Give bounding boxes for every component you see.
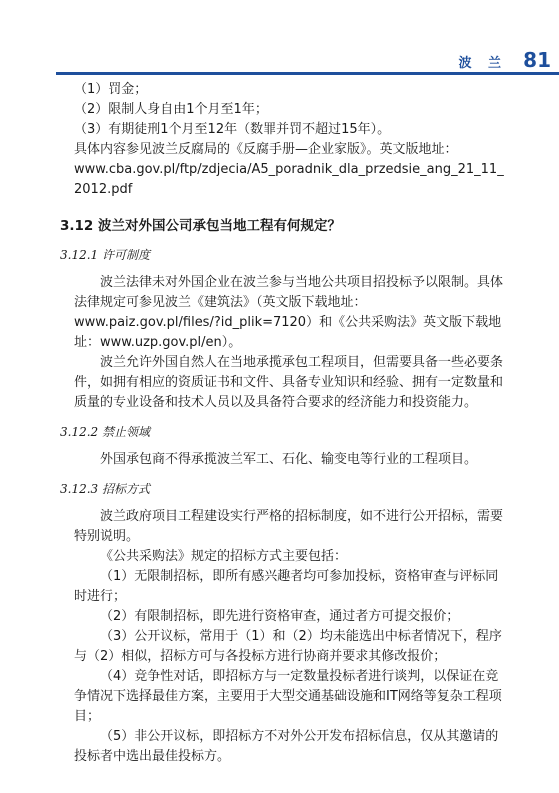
page-body: [60, 80, 504, 767]
paragraph: 外国承包商不得承揽波兰军工、石化、输变电等行业的工程项目。: [100, 452, 478, 467]
tender-method-item: （3）公开议标，常用于（1）和（2）均未能选出中标者情况下，程序与（2）相似，招标方可与各投标方进行协商并要求其修改报价；: [74, 629, 502, 664]
tender-method-item: （4）竞争性对话，即招标方与一定数量投标者进行谈判，以保证在竞争情况下选择最佳方案，主要用于大型交通基础设施和IT网络等复杂工程项目；: [74, 669, 502, 724]
paragraph: 波兰政府项目工程建设实行严格的招标制度，如不进行公开招标，需要特别说明。: [74, 509, 504, 544]
subsection-heading: 3.12.3 招标方式: [60, 482, 150, 496]
penalty-item: （2）限制人身自由1个月至1年；: [74, 102, 268, 117]
tender-method-item: （5）非公开议标，即招标方不对外公开发布招标信息，仅从其邀请的投标者中选出最佳投标方。: [74, 729, 499, 764]
penalty-item: （3）有期徒刑1个月至12年（数罪并罚不超过15年）。: [74, 122, 391, 137]
header-rule: [56, 72, 559, 75]
page-header: [56, 40, 559, 76]
paragraph: 《公共采购法》规定的招标方式主要包括：: [100, 549, 348, 564]
subsection-heading: 3.12.2 禁止领域: [60, 425, 150, 439]
tender-method-item: （1）无限制招标，即所有感兴趣者均可参加投标，资格审查与评标同时进行；: [74, 569, 499, 604]
paragraph: 波兰允许外国自然人在当地承揽承包工程项目，但需要具备一些必要条件，如拥有相应的资质证书和文件、具备专业知识和经验、拥有一定数量和质量的专业设备和技术人员以及具备符合要求的经济能力和投资能力。: [74, 355, 504, 410]
reference-url: www.cba.gov.pl/ftp/zdjecia/A5_poradnik_dla_przedsie_ang_21_11_2012.pdf: [74, 162, 504, 197]
tender-method-item: （2）有限制招标，即先进行资格审查，通过者方可提交报价；: [100, 609, 460, 624]
subsection-heading: 3.12.1 许可制度: [60, 248, 150, 262]
paragraph: 波兰法律未对外国企业在波兰参与当地公共项目招投标予以限制。具体法律规定可参见波兰《建筑法》（英文版下载地址：www.paiz.gov.pl/files/?id_plik=7120）和《公共采购法》英文版下载地址：www.uzp.gov.pl/en）。: [74, 275, 504, 350]
page-number: 81: [523, 48, 551, 72]
penalty-item: （1）罚金；: [74, 82, 148, 97]
reference-text: 具体内容参见波兰反腐局的《反腐手册—企业家版》。英文版地址：: [74, 142, 458, 157]
section-heading: 3.12 波兰对外国公司承包当地工程有何规定？: [60, 218, 342, 234]
running-title: 波 兰: [458, 56, 507, 71]
